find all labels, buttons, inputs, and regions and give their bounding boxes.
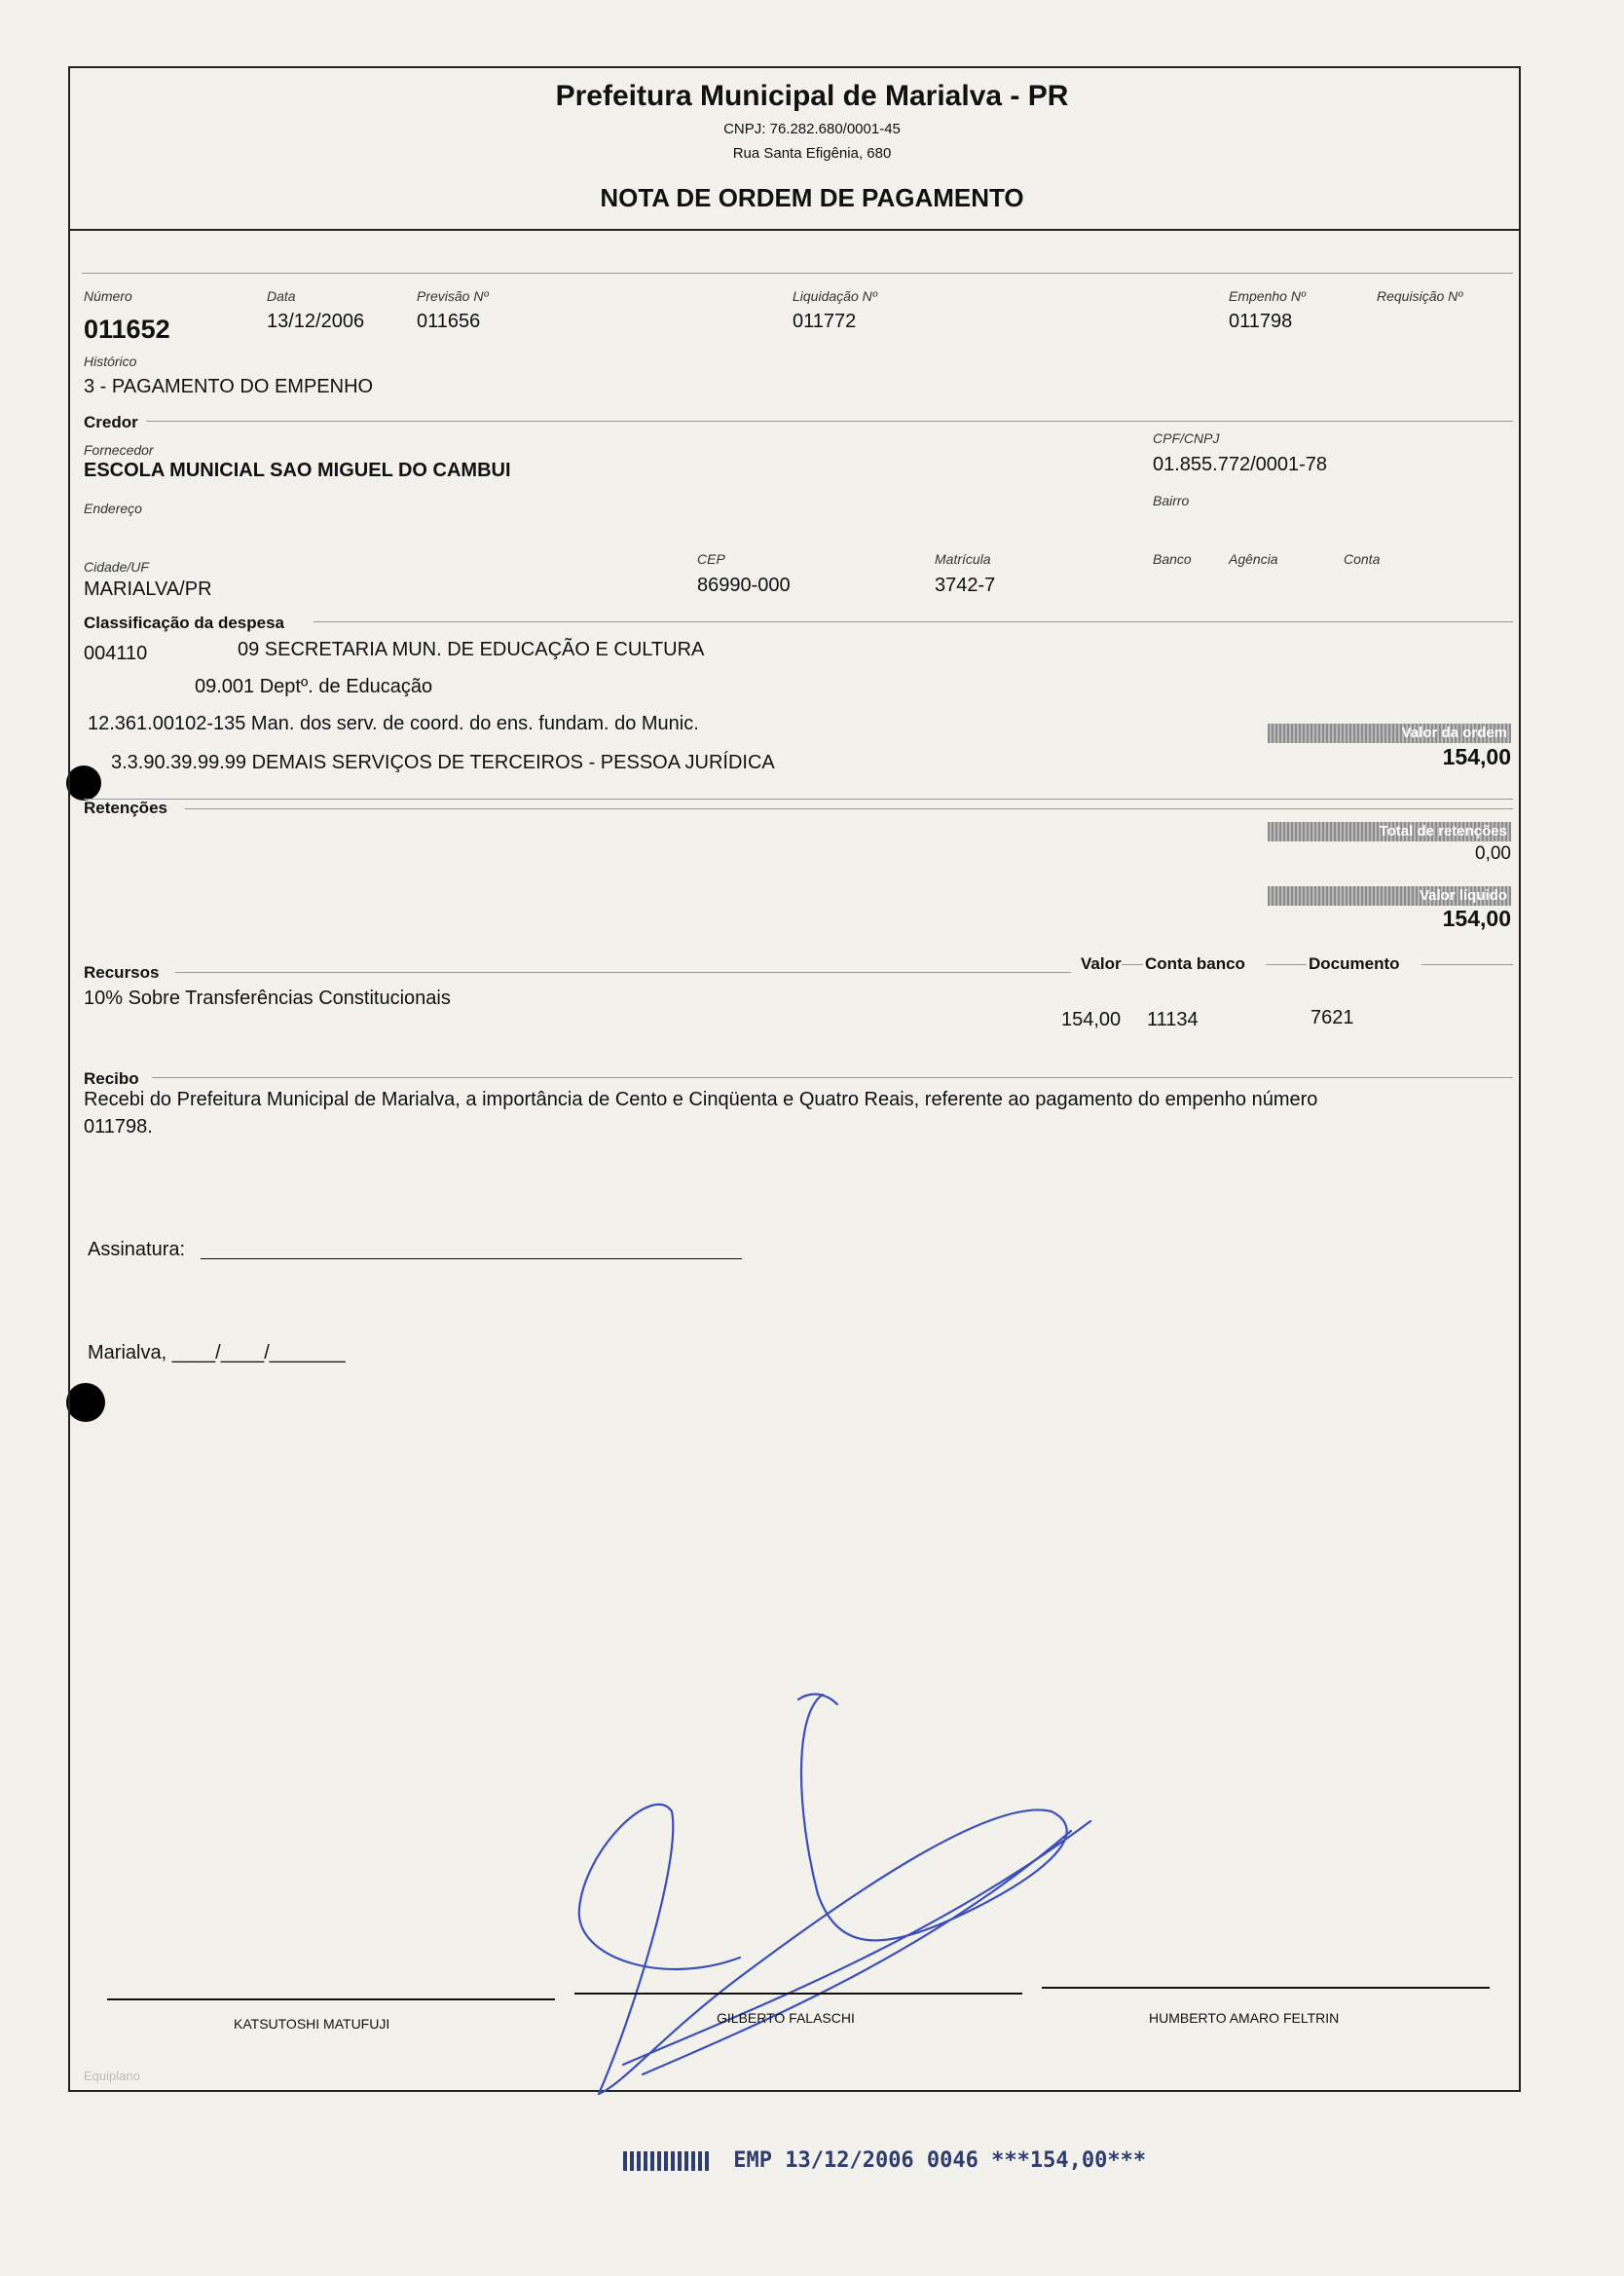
- signature-line-1: [107, 1998, 555, 2000]
- signatory-3: HUMBERTO AMARO FELTRIN: [1149, 2010, 1340, 2026]
- valor-liquido-label: Valor líquido: [1268, 886, 1511, 906]
- classificacao-divider: [314, 621, 1513, 622]
- recursos-divider-2: [1122, 964, 1143, 965]
- historico-label: Histórico: [84, 354, 137, 369]
- empenho-label: Empenho Nº: [1229, 288, 1307, 304]
- recursos-documento-label: Documento: [1309, 954, 1400, 973]
- ids-divider: [82, 273, 1513, 274]
- banco-label: Banco: [1153, 551, 1192, 567]
- signature-line-2: [574, 1993, 1022, 1995]
- assinatura-line: [201, 1258, 742, 1259]
- document-frame: [68, 66, 1521, 2092]
- recursos-conta: 11134: [1147, 1009, 1199, 1030]
- recibo-text-line1: Recebi do Prefeitura Municipal de Marialva, a importância de Cento e Cinqüenta e Quatro Reais, referente ao pagamento do empenho número: [84, 1089, 1318, 1110]
- retencoes-top-divider: [84, 799, 1513, 800]
- classificacao-dept: 09.001 Deptº. de Educação: [195, 676, 433, 697]
- bairro-label: Bairro: [1153, 493, 1190, 508]
- valor-ordem-label: Valor da ordem: [1268, 724, 1511, 743]
- cpf-value: 01.855.772/0001-78: [1153, 454, 1328, 475]
- retencoes-section: Retenções: [84, 799, 167, 817]
- total-retencoes-value: 0,00: [1475, 843, 1511, 864]
- recursos-divider-4: [1421, 964, 1513, 965]
- cpf-label: CPF/CNPJ: [1153, 430, 1220, 446]
- conta-label: Conta: [1344, 551, 1381, 567]
- bank-stamp: [623, 2148, 1146, 2173]
- numero-label: Número: [84, 288, 132, 304]
- previsao-value: 011656: [417, 311, 481, 332]
- previsao-label: Previsão Nº: [417, 288, 489, 304]
- endereco-label: Endereço: [84, 501, 142, 516]
- valor-liquido-value: 154,00: [1442, 906, 1511, 931]
- recursos-valor-label: Valor: [1081, 954, 1122, 973]
- cep-value: 86990-000: [697, 575, 791, 596]
- document-title: NOTA DE ORDEM DE PAGAMENTO: [600, 183, 1024, 212]
- valor-ordem-value: 154,00: [1442, 744, 1511, 769]
- cidade-label: Cidade/UF: [84, 559, 149, 575]
- requisicao-label: Requisição Nº: [1377, 288, 1463, 304]
- classificacao-elemento: 3.3.90.39.99.99 DEMAIS SERVIÇOS DE TERCEIROS - PESSOA JURÍDICA: [111, 752, 775, 773]
- matricula-value: 3742-7: [935, 575, 996, 596]
- matricula-label: Matrícula: [935, 551, 991, 567]
- signatory-2: GILBERTO FALASCHI: [717, 2010, 855, 2026]
- recursos-section: Recursos: [84, 963, 160, 982]
- classificacao-programa: 12.361.00102-135 Man. dos serv. de coord. do ens. fundam. do Munic.: [88, 713, 699, 734]
- liquidacao-label: Liquidação Nº: [793, 288, 877, 304]
- fornecedor-label: Fornecedor: [84, 442, 154, 458]
- agencia-label: Agência: [1229, 551, 1278, 567]
- total-retencoes-label: Total de retenções: [1268, 822, 1511, 841]
- recibo-text-line2: 011798.: [84, 1116, 153, 1138]
- fornecedor-value: ESCOLA MUNICIAL SAO MIGUEL DO CAMBUI: [84, 460, 511, 481]
- retencoes-divider: [185, 808, 1513, 809]
- cep-label: CEP: [697, 551, 725, 567]
- recursos-descricao: 10% Sobre Transferências Constitucionais: [84, 988, 451, 1009]
- header-divider: [68, 229, 1521, 231]
- historico-value: 3 - PAGAMENTO DO EMPENHO: [84, 376, 374, 397]
- bank-stamp-text: EMP 13/12/2006 0046 ***154,00***: [733, 2148, 1147, 2173]
- empenho-value: 011798: [1229, 311, 1293, 332]
- recursos-divider: [175, 972, 1071, 973]
- data-label: Data: [267, 288, 296, 304]
- recibo-section: Recibo: [84, 1069, 139, 1088]
- classificacao-section: Classificação da despesa: [84, 614, 285, 632]
- local-data-line: Marialva, ____/____/_______: [88, 1342, 346, 1363]
- recursos-divider-3: [1266, 964, 1307, 965]
- signature-line-3: [1042, 1987, 1490, 1989]
- bank-stamp-logo: [623, 2151, 709, 2171]
- recibo-divider: [152, 1077, 1513, 1078]
- signatory-1: KATSUTOSHI MATUFUJI: [234, 2016, 390, 2032]
- classificacao-secretaria: 09 SECRETARIA MUN. DE EDUCAÇÃO E CULTURA: [238, 639, 705, 660]
- assinatura-label: Assinatura:: [88, 1239, 186, 1260]
- numero-value: 011652: [84, 315, 170, 344]
- footer-brand: Equiplano: [84, 2069, 140, 2083]
- data-value: 13/12/2006: [267, 311, 365, 332]
- liquidacao-value: 011772: [793, 311, 857, 332]
- header-address: Rua Santa Efigênia, 680: [732, 145, 892, 162]
- classificacao-code: 004110: [84, 643, 148, 664]
- page-title: Prefeitura Municipal de Marialva - PR: [555, 80, 1069, 112]
- header-cnpj: CNPJ: 76.282.680/0001-45: [723, 121, 901, 137]
- cidade-value: MARIALVA/PR: [84, 578, 212, 600]
- recursos-conta-label: Conta banco: [1145, 954, 1245, 973]
- credor-divider: [146, 421, 1513, 422]
- recursos-documento: 7621: [1310, 1007, 1354, 1028]
- credor-section: Credor: [84, 413, 138, 431]
- recursos-valor: 154,00: [1061, 1009, 1122, 1030]
